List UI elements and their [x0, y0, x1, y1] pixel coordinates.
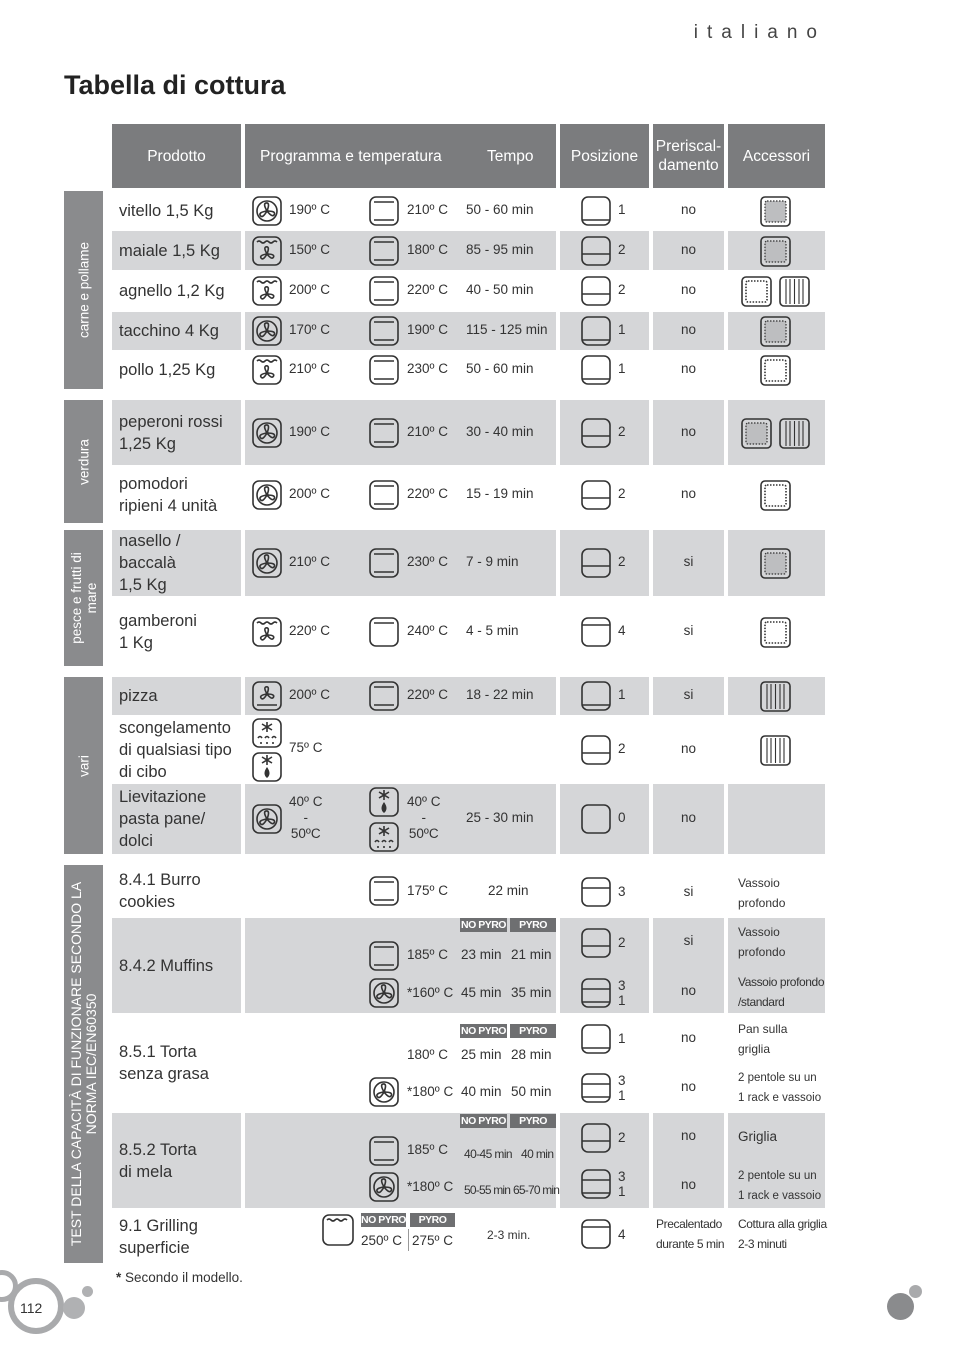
baking-tray-icon: [741, 276, 772, 307]
baking-tray-icon: [760, 480, 791, 511]
shelf-position: 3 1: [618, 1169, 626, 1199]
preheat: no: [680, 282, 697, 297]
shelf-position-icon: [581, 276, 611, 306]
fan-icon: [369, 1172, 399, 1202]
shelf-position-icon: [581, 1219, 611, 1249]
accessories: Vassoio profondo: [738, 925, 786, 959]
fan-icon: [252, 480, 282, 510]
time-no-pyro: 50-55 min: [464, 1183, 511, 1197]
page-title: Tabella di cottura: [64, 70, 286, 100]
fangrill-icon: [252, 617, 282, 647]
cooking-time: 50 - 60 min: [466, 201, 534, 217]
temperature: 180º C: [407, 1047, 448, 1062]
time-pyro: 35 min: [511, 985, 552, 1000]
page-number: 112: [20, 1300, 43, 1316]
temperature-1: 75º C: [289, 739, 323, 755]
preheat: no: [680, 810, 697, 825]
preheat: no: [680, 201, 697, 217]
cooking-time: 22 min: [488, 883, 529, 898]
header-accessories: Accessori: [728, 124, 825, 188]
cooking-time: 18 - 22 min: [466, 687, 534, 702]
fan-icon: [252, 316, 282, 346]
product-name: scongelamento di qualsiasi tipo di cibo: [119, 718, 232, 781]
static-icon: [369, 876, 399, 906]
shelf-position-icon: [581, 1024, 611, 1054]
rack-icon: [760, 735, 791, 766]
temperature-2: 220º C: [407, 485, 448, 501]
time-no-pyro: 45 min: [461, 985, 502, 1000]
accessories: Pan sulla griglia: [738, 1022, 788, 1056]
product-name: Lievitazione pasta pane/ dolci: [119, 788, 207, 850]
temperature-1: 200º C: [289, 687, 330, 702]
temperature-2: 40º C - 50ºC: [407, 794, 441, 841]
baking-tray-icon: [760, 548, 791, 579]
shelf-position: 2: [618, 740, 626, 756]
temperature-1: 220º C: [289, 622, 330, 638]
shelf-position-icon: [581, 928, 611, 958]
row-separator: [112, 1013, 241, 1014]
shelf-position: 3 1: [618, 978, 626, 1008]
shelf-position: 4: [618, 622, 626, 638]
temperature-2: 240º C: [407, 622, 448, 638]
shelf-position: 3 1: [618, 1073, 626, 1103]
static-icon: [369, 1136, 399, 1166]
language-label: italiano: [693, 22, 826, 43]
time-pyro: 28 min: [511, 1047, 552, 1062]
cooking-time: 4 - 5 min: [466, 622, 519, 638]
row-separator: [112, 1209, 241, 1210]
shelf-position: 0: [618, 810, 626, 825]
row-separator: [728, 1112, 825, 1113]
temperature: 175º C: [407, 883, 448, 898]
shelf-position-icon: [581, 316, 611, 346]
time-pyro: 40 min: [521, 1147, 554, 1161]
preheat: no: [680, 322, 697, 337]
baking-tray-icon: [760, 236, 791, 267]
shelf-position: 2: [618, 935, 626, 950]
header-position: Posizione: [560, 124, 649, 188]
temperature-1: 210º C: [289, 554, 330, 569]
pyro-tag: PYRO: [510, 1114, 556, 1128]
row-separator: [653, 1112, 724, 1113]
header-program: Programma e temperatura: [260, 147, 442, 165]
fan-icon: [252, 804, 282, 834]
category-test: TEST DELLA CAPACITÀ DI FUNZIONARE SECONDO LA NORMA IEC/EN60350: [64, 865, 103, 1263]
temperature: *160º C: [407, 985, 454, 1000]
decor-dot: [63, 1297, 85, 1319]
baking-tray-icon: [760, 617, 791, 648]
decor-dot: [909, 1285, 922, 1298]
time-no-pyro: 25 min: [461, 1047, 502, 1062]
static-icon: [369, 941, 399, 971]
time-pyro: 65-70 min: [513, 1183, 560, 1197]
static-icon: [369, 480, 399, 510]
cooking-time: 2-3 min.: [487, 1228, 531, 1242]
row-separator: [245, 1209, 556, 1210]
rack-icon: [760, 681, 791, 712]
row-separator: [653, 917, 724, 918]
product-name: agnello 1,2 Kg: [119, 282, 225, 300]
baking-tray-icon: [760, 355, 791, 386]
row-separator: [560, 917, 649, 918]
time-no-pyro: 40 min: [461, 1084, 502, 1099]
static-icon: [369, 276, 399, 306]
decor-dot: [887, 1293, 914, 1320]
shelf-position-icon: [581, 1123, 611, 1153]
row-separator: [560, 1209, 649, 1210]
preheat: no: [680, 1128, 697, 1143]
shelf-position-icon: [581, 480, 611, 510]
product-name: pollo 1,25 Kg: [119, 361, 216, 379]
shelf-position-icon: [581, 418, 611, 448]
fangrill-icon: [252, 355, 282, 385]
shelf-position: 2: [618, 241, 626, 257]
temperature: *180º C: [407, 1084, 454, 1099]
rack-icon: [779, 418, 810, 449]
header-program-cell: [245, 124, 556, 188]
temperature-no-pyro: 250º C: [361, 1233, 402, 1248]
category-meat: carne e pollame: [64, 191, 103, 389]
accessories: Griglia: [738, 1129, 778, 1144]
shelf-position-icon: [581, 877, 611, 907]
preheat: no: [680, 361, 697, 376]
static-icon: [369, 316, 399, 346]
shelf-position: 2: [618, 485, 626, 501]
pyro-tag: PYRO: [510, 918, 556, 932]
defrost-icon: [252, 718, 282, 748]
row-background: [245, 918, 556, 1013]
row-separator: [112, 917, 241, 918]
category-misc: vari: [64, 677, 103, 854]
time-no-pyro: 23 min: [461, 947, 502, 962]
shelf-position: 2: [618, 1130, 626, 1145]
header-time: Tempo: [487, 147, 534, 165]
static-icon: [369, 681, 399, 711]
preheat: si: [683, 622, 694, 638]
shelf-position-icon: [581, 1073, 611, 1103]
shelf-position: 2: [618, 282, 626, 297]
baking-tray-icon: [741, 418, 772, 449]
row-separator: [653, 1013, 724, 1014]
fan-icon: [369, 978, 399, 1008]
row-separator: [728, 917, 825, 918]
row-separator: [560, 1013, 649, 1014]
defrost-drop-icon: [369, 787, 399, 817]
category-fish: pesce e frutti di mare: [64, 530, 103, 666]
header-preheat: Preriscal- damento: [653, 124, 724, 188]
temperature-1: 210º C: [289, 361, 330, 376]
product-name: nasello / baccalà 1,5 Kg: [119, 532, 181, 594]
static-icon: [369, 196, 399, 226]
product-name: 9.1 Grilling superficie: [119, 1217, 198, 1257]
fan-icon: [369, 1077, 399, 1107]
preheat: si: [683, 687, 694, 702]
header-product: Prodotto: [112, 124, 241, 188]
time-pyro: 50 min: [511, 1084, 552, 1099]
row-separator: [112, 1112, 241, 1113]
cooking-time: 30 - 40 min: [466, 423, 534, 439]
statictop-icon: [369, 617, 399, 647]
decor-dot: [82, 1286, 93, 1297]
grill-icon: [322, 1214, 354, 1246]
shelf-position-icon: [581, 617, 611, 647]
product-name: 8.4.2 Muffins: [119, 956, 214, 975]
shelf-position-icon: [581, 735, 611, 765]
preheat: no: [680, 983, 697, 998]
temperature-2: 190º C: [407, 322, 448, 337]
nopyro-tag: NO PYRO: [461, 1025, 506, 1037]
shelf-position: 1: [618, 361, 626, 376]
cooking-time: 40 - 50 min: [466, 282, 534, 297]
temperature-1: 170º C: [289, 322, 330, 337]
temperature: 185º C: [407, 1142, 448, 1157]
static-icon: [369, 548, 399, 578]
temperature-2: 210º C: [407, 423, 448, 439]
fan-icon: [252, 548, 282, 578]
preheat: no: [680, 740, 697, 756]
baking-tray-icon: [760, 316, 791, 347]
temperature-1: 190º C: [289, 423, 330, 439]
shelf-position: 2: [618, 554, 626, 569]
row-separator: [653, 1209, 724, 1210]
fangrill-icon: [252, 236, 282, 266]
shelf-position-icon: [581, 1169, 611, 1199]
category-veg: verdura: [64, 400, 103, 523]
static-icon: [369, 418, 399, 448]
preheat: no: [680, 1177, 697, 1192]
product-name: 8.5.1 Torta senza grasa: [119, 1043, 209, 1083]
temperature-2: 210º C: [407, 201, 448, 217]
pyro-tag: PYRO: [510, 1024, 556, 1038]
divider: [408, 1229, 409, 1251]
product-name: vitello 1,5 Kg: [119, 201, 214, 220]
nopyro-tag: NO PYRO: [461, 1115, 506, 1127]
temperature-2: 220º C: [407, 282, 448, 297]
fanbottom-icon: [252, 681, 282, 711]
temperature-1: 150º C: [289, 241, 330, 257]
product-name: tacchino 4 Kg: [119, 322, 219, 340]
temperature-2: 220º C: [407, 687, 448, 702]
row-separator: [245, 917, 556, 918]
product-name: 8.5.2 Torta di mela: [119, 1140, 197, 1181]
cooking-time: 85 - 95 min: [466, 241, 534, 257]
row-separator: [245, 1013, 556, 1014]
temperature-2: 230º C: [407, 361, 448, 376]
preheat: no: [680, 241, 697, 257]
shelf-position: 1: [618, 687, 626, 702]
accessories: Vassoio profondo /standard: [738, 975, 825, 1009]
preheat: si: [683, 554, 694, 569]
defrost-drop-icon: [252, 752, 282, 782]
product-name: peperoni rossi 1,25 Kg: [119, 412, 223, 453]
shelf-position-icon: [581, 804, 611, 834]
product-name: 8.4.1 Burro cookies: [119, 871, 201, 911]
temperature-1: 200º C: [289, 485, 330, 501]
temperature-1: 190º C: [289, 201, 330, 217]
shelf-position-icon: [581, 548, 611, 578]
shelf-position: 2: [618, 423, 626, 439]
defrost-icon: [369, 822, 399, 852]
row-background: [728, 784, 825, 854]
row-separator: [245, 1112, 556, 1113]
cooking-time: 15 - 19 min: [466, 485, 534, 501]
product-name: pomodori ripieni 4 unità: [119, 474, 218, 515]
accessories: 2 pentole su un 1 rack e vassoio: [738, 1072, 822, 1104]
preheat: si: [683, 884, 694, 899]
cooking-time: 115 - 125 min: [466, 322, 548, 337]
temperature: *180º C: [407, 1179, 454, 1194]
shelf-position-icon: [581, 236, 611, 266]
cooking-time: 7 - 9 min: [466, 554, 519, 569]
temperature: 185º C: [407, 947, 448, 962]
time-no-pyro: 40-45 min: [464, 1147, 512, 1161]
shelf-position: 4: [618, 1227, 626, 1242]
fan-icon: [252, 418, 282, 448]
pyro-tag: PYRO: [410, 1213, 455, 1227]
nopyro-tag: NO PYRO: [461, 919, 506, 931]
accessories: 2 pentole su un 1 rack e vassoio: [738, 1170, 822, 1202]
temperature-2: 180º C: [407, 241, 448, 257]
product-name: pizza: [119, 687, 158, 705]
temperature-pyro: 275º C: [412, 1233, 453, 1248]
temperature-1: 200º C: [289, 282, 330, 297]
preheat: no: [680, 1030, 697, 1045]
cooking-time: 25 - 30 min: [466, 810, 534, 825]
preheat: no: [680, 423, 697, 439]
shelf-position: 1: [618, 322, 626, 337]
preheat: si: [683, 933, 694, 948]
static-icon: [369, 236, 399, 266]
shelf-position-icon: [581, 681, 611, 711]
product-name: maiale 1,5 Kg: [119, 241, 220, 260]
shelf-position: 3: [618, 884, 626, 899]
product-name: gamberoni 1 Kg: [119, 611, 197, 652]
baking-tray-icon: [760, 196, 791, 227]
row-separator: [728, 1209, 825, 1210]
rack-icon: [779, 276, 810, 307]
accessories: Cottura alla griglia 2-3 minuti: [738, 1217, 827, 1251]
row-separator: [728, 1013, 825, 1014]
nopyro-tag: NO PYRO: [361, 1214, 406, 1226]
temperature-1: 40º C - 50ºC: [289, 794, 323, 841]
time-pyro: 21 min: [511, 947, 552, 962]
fan-icon: [252, 196, 282, 226]
shelf-position: 1: [618, 1031, 626, 1046]
cooking-time: 50 - 60 min: [466, 361, 534, 376]
preheat: no: [680, 1079, 697, 1094]
footnote: * Secondo il modello.: [116, 1270, 243, 1285]
accessories: Vassoio profondo: [738, 876, 786, 910]
row-separator: [560, 1112, 649, 1113]
shelf-position-icon: [581, 978, 611, 1008]
temperature-2: 230º C: [407, 554, 448, 569]
fangrill-icon: [252, 276, 282, 306]
shelf-position-icon: [581, 355, 611, 385]
preheat: Precalentado durante 5 min: [656, 1217, 725, 1251]
preheat: no: [680, 485, 697, 501]
shelf-position: 1: [618, 201, 626, 217]
static-icon: [369, 355, 399, 385]
shelf-position-icon: [581, 196, 611, 226]
